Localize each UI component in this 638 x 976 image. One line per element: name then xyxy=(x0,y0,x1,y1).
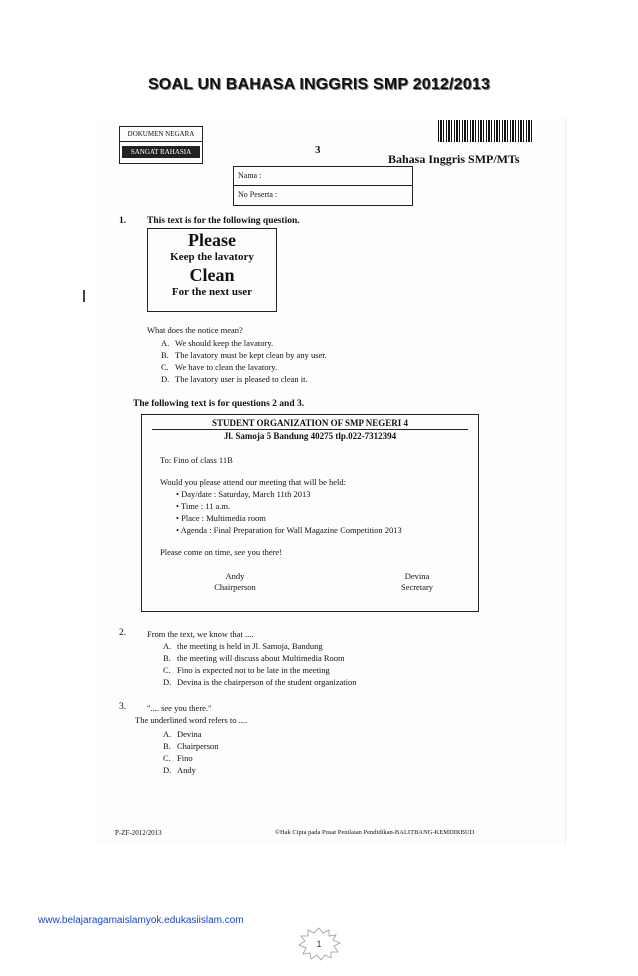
option-text: The lavatory user is pleased to clean it. xyxy=(175,374,308,384)
option-letter: B. xyxy=(163,653,171,663)
text2-intro: The following text is for questions 2 and 3. xyxy=(133,399,305,409)
letter-org: STUDENT ORGANIZATION OF SMP NEGERI 4 xyxy=(152,417,468,430)
q2-number: 2. xyxy=(119,628,127,638)
option-text: Fino xyxy=(177,753,193,763)
letter-item-text: Day/date : Saturday, March 11th 2013 xyxy=(181,489,311,499)
q3-question: The underlined word refers to .... xyxy=(135,715,248,725)
letter-item-time: • Time : 11 a.m. xyxy=(176,501,231,511)
field-peserta: No Peserta : xyxy=(238,190,278,199)
signer-name: Devina xyxy=(404,571,430,581)
doc-label-bottom: SANGAT RAHASIA xyxy=(122,146,200,158)
invitation-letter xyxy=(141,414,479,612)
signer-name: Andy xyxy=(225,571,245,581)
notice-line3: Clean xyxy=(189,265,235,285)
scanned-exam-page xyxy=(95,118,566,844)
q1-option-a xyxy=(161,337,327,349)
option-letter: C. xyxy=(161,362,169,372)
option-text: the meeting will discuss about Multimedia Room xyxy=(177,653,345,663)
signer-role: Chairperson xyxy=(214,582,256,592)
letter-item-agenda: • Agenda : Final Preparation for Wall Magazine Competition 2013 xyxy=(176,525,402,535)
q3-option-b xyxy=(163,740,219,752)
option-letter: D. xyxy=(163,765,172,775)
option-text: the meeting is held in Jl. Samoja, Bandung xyxy=(177,641,323,651)
option-text: Chairperson xyxy=(177,741,219,751)
option-text: Andy xyxy=(177,765,196,775)
q2-options xyxy=(163,640,356,688)
q1-number: 1. xyxy=(119,216,127,226)
footer-copyright: ©Hak Cipta pada Pusat Penilaian Pendidikan-BALITBANG-KEMDIKBUD xyxy=(275,829,475,836)
letter-invite: Would you please attend our meeting that will be held: xyxy=(160,477,347,487)
page-number: 1 xyxy=(316,939,322,949)
margin-mark xyxy=(83,290,85,302)
classification-box xyxy=(119,126,203,164)
footer-code: P-ZF-2012/2013 xyxy=(115,829,162,837)
option-letter: A. xyxy=(161,338,170,348)
q3-number: 3. xyxy=(119,702,127,712)
signer-role: Secretary xyxy=(400,582,434,592)
option-letter: C. xyxy=(163,665,171,675)
exam-page-number: 3 xyxy=(315,144,321,156)
option-letter: D. xyxy=(161,374,170,384)
option-letter: B. xyxy=(163,741,171,751)
letter-item-text: Place : Multimedia room xyxy=(181,513,266,523)
q2-option-c xyxy=(163,664,356,676)
q3-option-c xyxy=(163,752,219,764)
letter-to: To: Fino of class 11B xyxy=(160,455,233,465)
notice-line4: For the next user xyxy=(171,286,253,298)
letter-item-day: • Day/date : Saturday, March 11th 2013 xyxy=(176,489,311,499)
option-letter: B. xyxy=(161,350,169,360)
q3-option-a xyxy=(163,728,219,740)
option-letter: A. xyxy=(163,729,172,739)
q1-question: What does the notice mean? xyxy=(147,325,243,335)
signature-andy xyxy=(200,571,270,593)
option-letter: A. xyxy=(163,641,172,651)
letter-item-text: Agenda : Final Preparation for Wall Magazine Competition 2013 xyxy=(180,525,402,535)
letter-item-text: Time : 11 a.m. xyxy=(180,501,231,511)
option-text: The lavatory must be kept clean by any user. xyxy=(175,350,327,360)
option-letter: C. xyxy=(163,753,171,763)
website-link[interactable]: www.belajaragamaislamyok.edukasiislam.com xyxy=(38,915,244,926)
letter-closing: Please come on time, see you there! xyxy=(160,547,283,557)
q1-intro: This text is for the following question. xyxy=(147,216,300,226)
q3-options xyxy=(163,728,219,776)
q1-options xyxy=(161,337,327,385)
page-title: SOAL UN BAHASA INGGRIS SMP 2012/2013 xyxy=(147,76,491,93)
signature-devina xyxy=(382,571,452,593)
notice-line1: Please xyxy=(188,230,236,250)
q1-option-d xyxy=(161,373,327,385)
option-text: We have to clean the lavatory. xyxy=(175,362,278,372)
option-text: We should keep the lavatory. xyxy=(175,338,274,348)
letter-address: Jl. Samoja 5 Bandung 40275 tlp.022-7312394 xyxy=(223,431,397,441)
q3-quote: ".... see you there." xyxy=(147,703,212,713)
doc-label-top: DOKUMEN NEGARA xyxy=(120,127,202,142)
option-text: Devina xyxy=(177,729,202,739)
q2-option-a xyxy=(163,640,356,652)
letter-item-place: • Place : Multimedia room xyxy=(176,513,266,523)
notice-line2: Keep the lavatory xyxy=(170,251,254,263)
q1-option-b xyxy=(161,349,327,361)
q2-option-b xyxy=(163,652,356,664)
field-nama: Nama : xyxy=(234,167,412,186)
student-id-box xyxy=(233,166,413,206)
option-text: Devina is the chairperson of the student organization xyxy=(177,677,357,687)
barcode xyxy=(438,120,534,142)
option-text: Fino is expected not to be late in the meeting xyxy=(177,665,330,675)
subject-label: Bahasa Inggris SMP/MTs xyxy=(388,152,520,166)
notice-box xyxy=(147,228,277,312)
q2-option-d xyxy=(163,676,356,688)
option-letter: D. xyxy=(163,677,172,687)
q3-option-d xyxy=(163,764,219,776)
q1-option-c xyxy=(161,361,327,373)
q2-question: From the text, we know that .... xyxy=(147,629,254,639)
